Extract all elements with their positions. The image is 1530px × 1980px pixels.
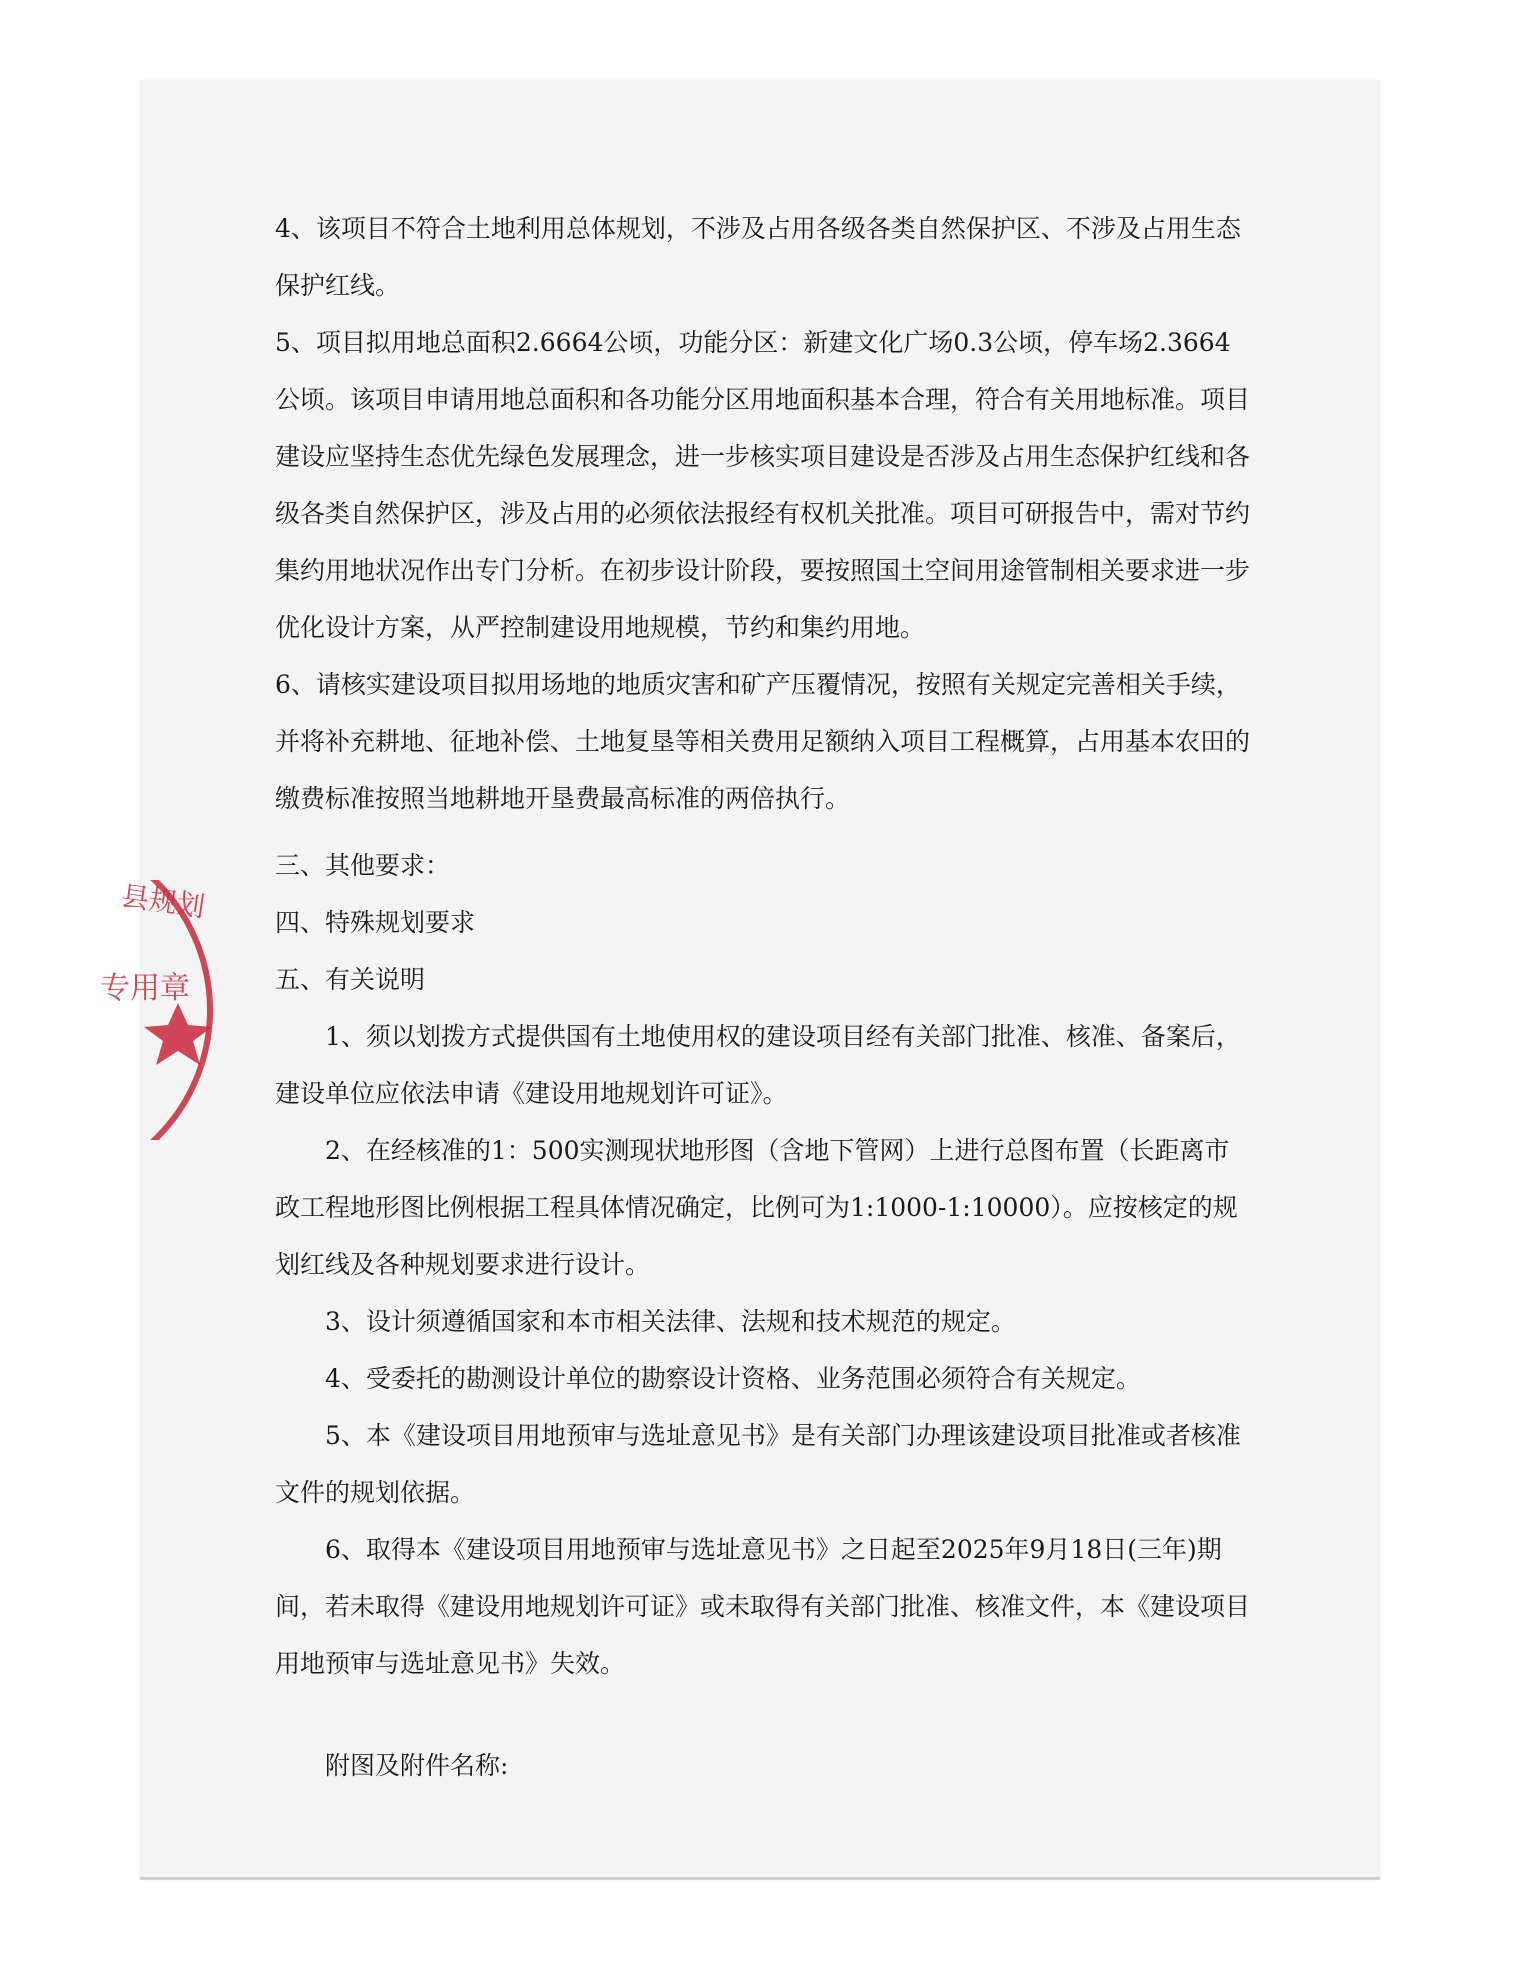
item-6: 6、请核实建设项目拟用场地的地质灾害和矿产压覆情况，按照有关规定完善相关手续，并将补充耕地、征地补偿、土地复垦等相关费用足额纳入项目工程概算，占用基本农田的缴费标准按照当地耕地开垦费最高标准的两倍执行。: [275, 670, 1251, 813]
seal-top-text: 县规划: [119, 880, 207, 924]
note-1: 1、须以划拨方式提供国有土地使用权的建设项目经有关部门批准、核准、备案后，建设单位应依法申请《建设用地规划许可证》。: [275, 1022, 1241, 1108]
note-2: 2、在经核准的1：500实测现状地形图（含地下管网）上进行总图布置（长距离市政工程地形图比例根据工程具体情况确定，比例可为1:1000-1:10000）。应按核定的规划红线及各种规划要求进行设计。: [275, 1136, 1238, 1279]
seal-graphic: [60, 880, 220, 1140]
section-5-heading: 五、有关说明: [275, 965, 426, 994]
document-body: [275, 200, 1250, 1794]
attachments-label: 附图及附件名称:: [325, 1751, 509, 1780]
seal-bottom-text: 专用章: [100, 971, 190, 1006]
item-5: 5、项目拟用地总面积2.6664公顷，功能分区：新建文化广场0.3公顷，停车场2.3664公顷。该项目申请用地总面积和各功能分区用地面积基本合理，符合有关用地标准。项目建设应坚持生态优先绿色发展理念，进一步核实项目建设是否涉及占用生态保护红线和各级各类自然保护区，涉及占用的必须依法报经有权机关批准。项目可研报告中，需对节约集约用地状况作出专门分析。在初步设计阶段，要按照国土空间用途管制相关要求进一步优化设计方案，从严控制建设用地规模，节约和集约用地。: [275, 328, 1251, 642]
note-3: 3、设计须遵循国家和本市相关法律、法规和技术规范的规定。: [325, 1307, 1016, 1336]
note-5: 5、本《建设项目用地预审与选址意见书》是有关部门办理该建设项目批准或者核准文件的规划依据。: [275, 1421, 1241, 1507]
section-3-heading: 三、其他要求：: [275, 851, 451, 880]
paper-edge: [140, 1877, 1380, 1880]
official-seal-fragment: [60, 880, 220, 1140]
note-6: 6、取得本《建设项目用地预审与选址意见书》之日起至2025年9月18日(三年)期间，若未取得《建设用地规划许可证》或未取得有关部门批准、核准文件，本《建设项目用地预审与选址意见书》失效。: [275, 1535, 1251, 1678]
note-4: 4、受委托的勘测设计单位的勘察设计资格、业务范围必须符合有关规定。: [325, 1364, 1141, 1393]
section-4-heading: 四、特殊规划要求: [275, 908, 476, 937]
item-4: 4、该项目不符合土地利用总体规划，不涉及占用各级各类自然保护区、不涉及占用生态保护红线。: [275, 214, 1241, 300]
